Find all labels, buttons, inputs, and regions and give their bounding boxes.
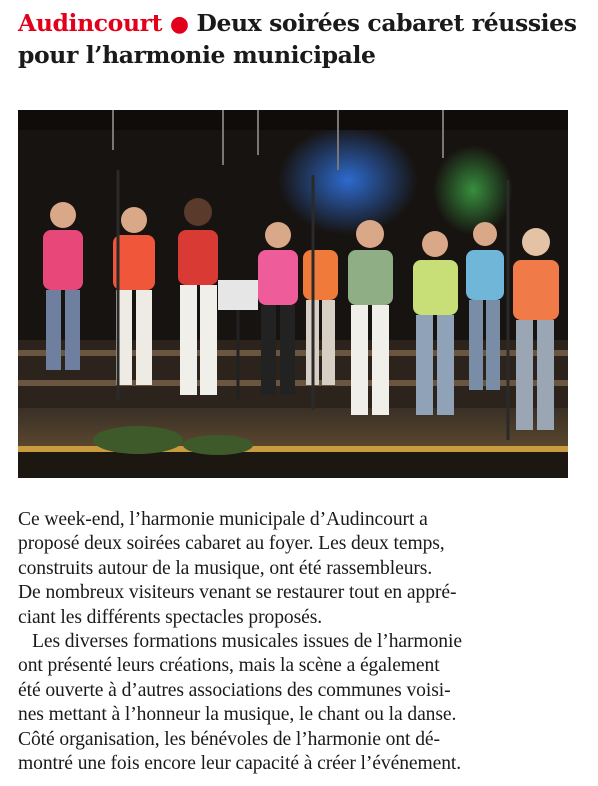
body-line-2: proposé deux soirées cabaret au foyer. Les deux temps, <box>18 533 445 555</box>
bullet-dot-icon: ● <box>169 11 189 37</box>
body-line-9: nes mettant à l’honneur la musique, le chant ou la danse. <box>18 704 457 726</box>
body-line-8: été ouverte à d’autres associations des communes voisi- <box>18 679 451 701</box>
body-line-3: construits autour de la musique, ont été rassembleurs. <box>18 557 433 579</box>
body-line-11: montré une fois encore leur capacité à créer l’événement. <box>18 753 462 775</box>
body-line-10: Côté organisation, les bénévoles de l’harmonie ont dé- <box>18 728 440 750</box>
choir-stage-photo <box>18 110 568 478</box>
article-body <box>18 508 578 776</box>
body-line-6: Les diverses formations musicales issues de l’harmonie <box>32 631 462 653</box>
body-line-5: ciant les différents spectacles proposés. <box>18 606 323 628</box>
location-label: Audincourt <box>18 9 163 37</box>
body-line-1: Ce week-end, l’harmonie municipale d’Audincourt a <box>18 509 428 530</box>
article-photo <box>18 110 568 478</box>
body-line-4: De nombreux visiteurs venant se restaurer tout en appré- <box>18 582 457 604</box>
headline-title-line-2: pour l’harmonie municipale <box>18 41 376 69</box>
headline-title-line-1: Deux soirées cabaret réussies <box>196 9 577 37</box>
article-headline <box>18 8 588 71</box>
body-line-7: ont présenté leurs créations, mais la scène a également <box>18 655 440 677</box>
